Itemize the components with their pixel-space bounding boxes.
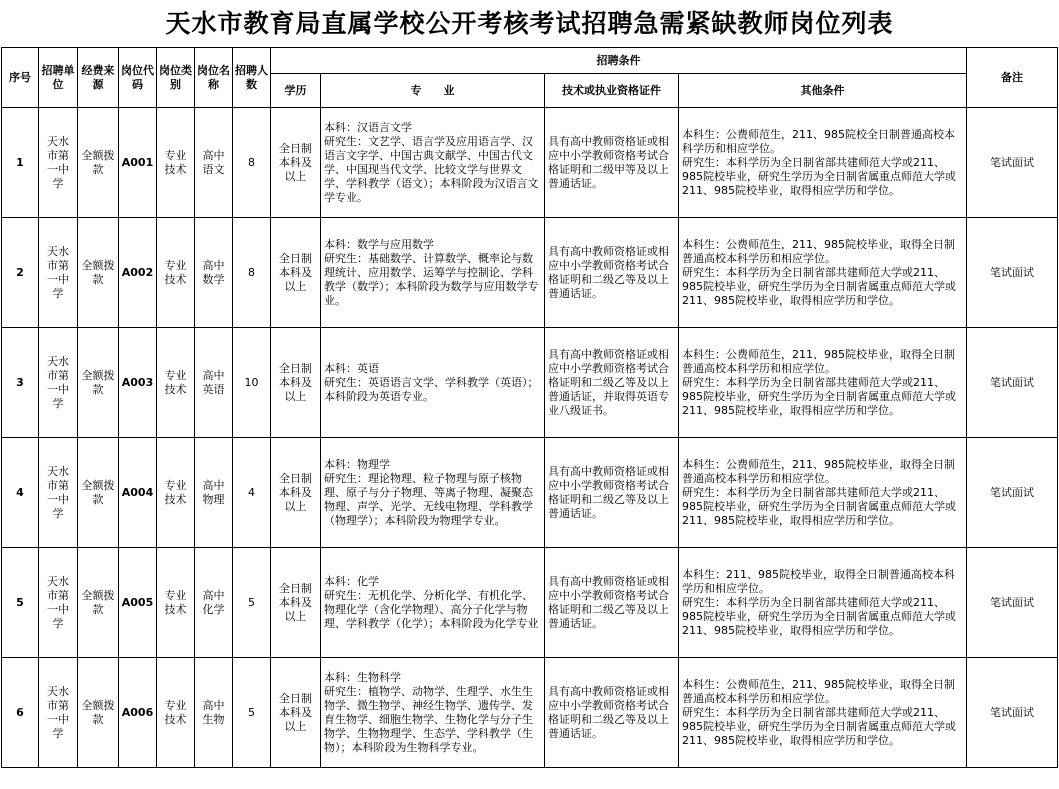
- header-other: 其他条件: [679, 74, 967, 108]
- cell-unit: 天水市第一中学: [39, 548, 78, 658]
- table-row: [2, 108, 1058, 218]
- cell-other: 本科生：211、985院校毕业，取得全日制普通高校本科学历和相应学位。 研究生：本科学历为全日制省部共建师范大学或211、985院校毕业，研究生学历为全日制省属重点师范大学或211、985院校毕业，取得相应学历和学位。: [679, 548, 967, 658]
- header-conditions: 招聘条件: [271, 48, 967, 74]
- cell-cert: 具有高中教师资格证或相应中小学教师资格考试合格证明和二级乙等及以上普通话证，并取得英语专业八级证书。: [545, 328, 679, 438]
- cell-cert: 具有高中教师资格证或相应中小学教师资格考试合格证明和二级甲等及以上普通话证。: [545, 108, 679, 218]
- cell-remark: 笔试面试: [967, 328, 1058, 438]
- cell-other: 本科生：公费师范生，211、985院校毕业，取得全日制普通高校本科学历和相应学位。 研究生：本科学历为全日制省部共建师范大学或211、985院校毕业，研究生学历为全日制省属重点师范大学或211、985院校毕业，取得相应学历和学位。: [679, 328, 967, 438]
- cell-unit: 天水市第一中学: [39, 658, 78, 768]
- page-title: 天水市教育局直属学校公开考核考试招聘急需紧缺教师岗位列表: [165, 9, 894, 38]
- cell-cert: 具有高中教师资格证或相应中小学教师资格考试合格证明和二级乙等及以上普通话证。: [545, 438, 679, 548]
- cell-unit: 天水市第一中学: [39, 438, 78, 548]
- cell-major: 本科：物理学 研究生：理论物理、粒子物理与原子核物理、原子与分子物理、等离子物理、凝聚态物理、声学、光学、无线电物理、学科教学（物理学）；本科阶段为物理学专业。: [321, 438, 545, 548]
- cell-fund: 全额拨款: [78, 658, 119, 768]
- cell-fund: 全额拨款: [78, 438, 119, 548]
- cell-cert: 具有高中教师资格证或相应中小学教师资格考试合格证明和二级乙等及以上普通话证。: [545, 548, 679, 658]
- cell-major: 本科：英语 研究生：英语语言文学、学科教学（英语）；本科阶段为英语专业。: [321, 328, 545, 438]
- cell-remark: 笔试面试: [967, 548, 1058, 658]
- cell-seq: 6: [2, 658, 39, 768]
- table-row: [2, 328, 1058, 438]
- cell-category: 专业技术: [157, 658, 195, 768]
- header-fund: 经费来源: [78, 48, 119, 108]
- cell-name: 高中语文: [195, 108, 233, 218]
- cell-count: 8: [233, 108, 271, 218]
- cell-name: 高中生物: [195, 658, 233, 768]
- cell-fund: 全额拨款: [78, 548, 119, 658]
- cell-major: 本科：化学 研究生：无机化学、分析化学、有机化学、物理化学（含化学物理）、高分子化学与物理、学科教学（化学）；本科阶段为化学专业: [321, 548, 545, 658]
- cell-education: 全日制本科及以上: [271, 218, 321, 328]
- header-seq: 序号: [2, 48, 39, 108]
- header-major: 专 业: [321, 74, 545, 108]
- cell-cert: 具有高中教师资格证或相应中小学教师资格考试合格证明和二级乙等及以上普通话证。: [545, 658, 679, 768]
- cell-name: 高中物理: [195, 438, 233, 548]
- cell-remark: 笔试面试: [967, 108, 1058, 218]
- table-row: [2, 548, 1058, 658]
- cell-count: 8: [233, 218, 271, 328]
- cell-major: 本科：汉语言文学 研究生：文艺学、语言学及应用语言学、汉语言文字学、中国古典文献学、中国古代文学、中国现当代文学、比较文学与世界文学、学科教学（语文）；本科阶段为汉语言文学专业。: [321, 108, 545, 218]
- cell-remark: 笔试面试: [967, 658, 1058, 768]
- header-name: 岗位名称: [195, 48, 233, 108]
- cell-unit: 天水市第一中学: [39, 108, 78, 218]
- cell-count: 4: [233, 438, 271, 548]
- cell-code: A005: [119, 548, 157, 658]
- cell-education: 全日制本科及以上: [271, 328, 321, 438]
- cell-count: 5: [233, 548, 271, 658]
- cell-remark: 笔试面试: [967, 438, 1058, 548]
- cell-education: 全日制本科及以上: [271, 548, 321, 658]
- cell-unit: 天水市第一中学: [39, 218, 78, 328]
- header-count: 招聘人数: [233, 48, 271, 108]
- cell-seq: 2: [2, 218, 39, 328]
- cell-code: A002: [119, 218, 157, 328]
- cell-category: 专业技术: [157, 548, 195, 658]
- cell-unit: 天水市第一中学: [39, 328, 78, 438]
- cell-name: 高中化学: [195, 548, 233, 658]
- cell-code: A003: [119, 328, 157, 438]
- cell-major: 本科：数学与应用数学 研究生：基础数学、计算数学、概率论与数理统计、应用数学、运筹学与控制论、学科教学（数学）；本科阶段为数学与应用数学专业。: [321, 218, 545, 328]
- cell-major: 本科：生物科学 研究生：植物学、动物学、生理学、水生生物学、微生物学、神经生物学、遗传学、发育生物学、细胞生物学、生物化学与分子生物学、生物物理学、生态学、学科教学（生物）；本科阶段为生物科学专业。: [321, 658, 545, 768]
- recruitment-table: [1, 47, 1058, 768]
- cell-code: A004: [119, 438, 157, 548]
- cell-seq: 1: [2, 108, 39, 218]
- header-category: 岗位类别: [157, 48, 195, 108]
- cell-seq: 5: [2, 548, 39, 658]
- table-row: [2, 438, 1058, 548]
- cell-other: 本科生：公费师范生，211、985院校毕业，取得全日制普通高校本科学历和相应学位。 研究生：本科学历为全日制省部共建师范大学或211、985院校毕业，研究生学历为全日制省属重点师范大学或211、985院校毕业，取得相应学历和学位。: [679, 438, 967, 548]
- cell-category: 专业技术: [157, 328, 195, 438]
- cell-education: 全日制本科及以上: [271, 658, 321, 768]
- table-row: [2, 218, 1058, 328]
- cell-remark: 笔试面试: [967, 218, 1058, 328]
- cell-fund: 全额拨款: [78, 328, 119, 438]
- cell-cert: 具有高中教师资格证或相应中小学教师资格考试合格证明和二级乙等及以上普通话证。: [545, 218, 679, 328]
- cell-other: 本科生：公费师范生，211、985院校全日制普通高校本科学历和相应学位。 研究生：本科学历为全日制省部共建师范大学或211、985院校毕业，研究生学历为全日制省属重点师范大学或211、985院校毕业，取得相应学历和学位。: [679, 108, 967, 218]
- cell-other: 本科生：公费师范生，211、985院校毕业，取得全日制普通高校本科学历和相应学位。 研究生：本科学历为全日制省部共建师范大学或211、985院校毕业，研究生学历为全日制省属重点师范大学或211、985院校毕业，取得相应学历和学位。: [679, 218, 967, 328]
- cell-fund: 全额拨款: [78, 108, 119, 218]
- header-education: 学历: [271, 74, 321, 108]
- cell-education: 全日制本科及以上: [271, 438, 321, 548]
- cell-category: 专业技术: [157, 108, 195, 218]
- cell-name: 高中英语: [195, 328, 233, 438]
- cell-seq: 4: [2, 438, 39, 548]
- cell-name: 高中数学: [195, 218, 233, 328]
- cell-count: 10: [233, 328, 271, 438]
- cell-seq: 3: [2, 328, 39, 438]
- cell-count: 5: [233, 658, 271, 768]
- cell-code: A001: [119, 108, 157, 218]
- cell-education: 全日制本科及以上: [271, 108, 321, 218]
- header-remark: 备注: [967, 48, 1058, 108]
- cell-fund: 全额拨款: [78, 218, 119, 328]
- table-body: [2, 108, 1058, 768]
- cell-other: 本科生：公费师范生，211、985院校毕业，取得全日制普通高校本科学历和相应学位。 研究生：本科学历为全日制省部共建师范大学或211、985院校毕业，研究生学历为全日制省属重点师范大学或211、985院校毕业，取得相应学历和学位。: [679, 658, 967, 768]
- header-unit: 招聘单位: [39, 48, 78, 108]
- header-cert: 技术或执业资格证件: [545, 74, 679, 108]
- header-code: 岗位代码: [119, 48, 157, 108]
- cell-category: 专业技术: [157, 218, 195, 328]
- table-row: [2, 658, 1058, 768]
- cell-category: 专业技术: [157, 438, 195, 548]
- cell-code: A006: [119, 658, 157, 768]
